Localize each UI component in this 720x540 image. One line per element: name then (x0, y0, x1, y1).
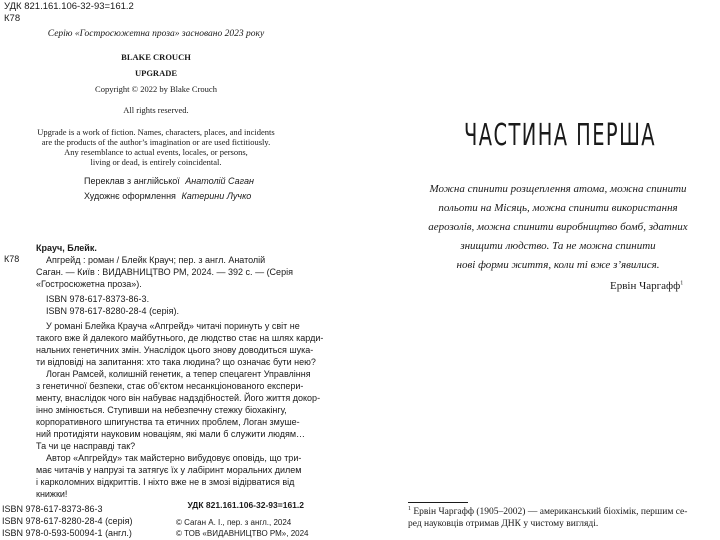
udk-bottom: УДК 821.161.106-32-93=161.2 (187, 500, 304, 510)
design-label: Художнє оформлення (84, 191, 176, 201)
udk-top: УДК 821.161.106-32-93=161.2 (4, 1, 134, 12)
epigraph-line: нові форми життя, коли ті вже з’явилися. (456, 259, 660, 271)
footnote-line (408, 506, 687, 517)
annotation-line: менту, внаслідок чого він набуває надздібностей. Його життя докор- (36, 393, 321, 403)
annotation-line: має читачів у напрузі та затягує їх у лабіринт моральних дилем (36, 465, 302, 475)
k78-mid: К78 (4, 254, 20, 264)
epigraph-line: знищити людство. Та не можна спинити (460, 240, 656, 252)
annotation-line: ний протидіяти науковим новаціям, які мали б служити людям… (36, 429, 306, 439)
footnote-line: ред науковців отримав ДНК у чистому вигляді. (408, 519, 599, 529)
translation-label: Переклав з англійської (84, 176, 180, 186)
annotation-line: такого вже й далекого майбутнього, де людство стає на шлях карди- (36, 333, 324, 343)
annotation-line: Логан Рамсей, колишній генетик, а тепер спецагент Управління (46, 369, 311, 379)
epigraph-author: Ервін Чаргафф (610, 280, 681, 292)
annotation-line: Та чи це насправді так? (36, 441, 136, 451)
epigraph-line: аерозолів, можна спинити виробництво бомб, здатних (428, 221, 688, 233)
isbn-line: ISBN 978-617-8373-86-3. (46, 294, 150, 304)
biblio-line: Апгрейд : роман / Блейк Крауч; пер. з англ. Анатолій (46, 255, 266, 265)
k78-top: К78 (4, 13, 21, 24)
copyright-line: Copyright © 2022 by Blake Crouch (95, 84, 217, 94)
annotation-line: інно змінюється. Ступивши на небезпечну стежку біохакінгу, (36, 405, 287, 415)
annotation-line: корпоративного шпигунства та етичних проблем, Логан змуше- (36, 417, 300, 427)
biblio-line: «Гостросюжетна проза»). (36, 279, 142, 289)
footer-isbn-line: ISBN 978-0-593-50094-1 (англ.) (2, 528, 132, 538)
designer-name: Катерини Лучко (181, 191, 252, 201)
annotation-line: і карколомних відкриттів. І ніхто вже не в змозі відірватися від (36, 477, 295, 487)
original-author: BLAKE CROUCH (121, 52, 191, 62)
disclaimer-line: are the products of the author’s imagination or are used fictitiously. (41, 137, 271, 147)
footnote-rule (408, 502, 468, 503)
disclaimer-line: Upgrade is a work of fiction. Names, characters, places, and incidents (37, 127, 275, 137)
disclaimer-line: Any resemblance to actual events, locales, or persons, (64, 147, 248, 157)
footer-isbn-line: ISBN 978-617-8280-28-4 (серія) (2, 516, 133, 526)
series-note: Серію «Гостросюжетна проза» засновано 2023 року (47, 29, 265, 39)
footnote-ref: 1 (680, 280, 684, 287)
footnote-marker: 1 (408, 506, 411, 512)
epigraph-attribution (610, 280, 683, 292)
footnote-text: Ервін Чаргафф (1905–2002) — американський біохімік, першим се- (413, 507, 688, 518)
footer-copyright-line: © Саган А. І., пер. з англ., 2024 (176, 518, 292, 527)
isbn-line: ISBN 978-617-8280-28-4 (серія). (46, 306, 179, 316)
epigraph-line: Можна спинити розщеплення атома, можна спинити (429, 183, 687, 195)
translation-credit (84, 176, 254, 186)
annotation-line: Автор «Апгрейду» так майстерно вибудовує оповідь, що три- (46, 453, 302, 463)
rights-line: All rights reserved. (123, 105, 189, 115)
annotation-line: У романі Блейка Крауча «Апгрейд» читачі поринуть у світ не (46, 321, 300, 331)
annotation-line: книжки! (36, 489, 68, 499)
biblio-line: Саган. — Київ : ВИДАВНИЦТВО РМ, 2024. — 392 с. — (Серія (36, 267, 293, 277)
footer-isbn-line: ISBN 978-617-8373-86-3 (2, 504, 103, 514)
annotation-line: ти відповіді на запитання: хто така людина? що означає бути нею? (36, 357, 316, 367)
author-heading: Крауч, Блейк. (36, 243, 97, 253)
original-title: UPGRADE (134, 68, 178, 78)
disclaimer-line: living or dead, is entirely coincidental. (90, 157, 222, 167)
annotation-line: з генетичної безпеки, стає об’єктом несанкціонованого експери- (36, 381, 304, 391)
annotation-line: нальних генетичних змін. Унаслідок цього знову доводиться шука- (36, 345, 314, 355)
design-credit (84, 191, 251, 201)
footer-copyright-line: © ТОВ «ВИДАВНИЦТВО РМ», 2024 (176, 529, 309, 538)
part-title: ЧАСТИНА ПЕРША (463, 118, 657, 153)
translator-name: Анатолій Саган (185, 176, 254, 186)
epigraph-line: польоти на Місяць, можна спинити використання (438, 202, 678, 214)
